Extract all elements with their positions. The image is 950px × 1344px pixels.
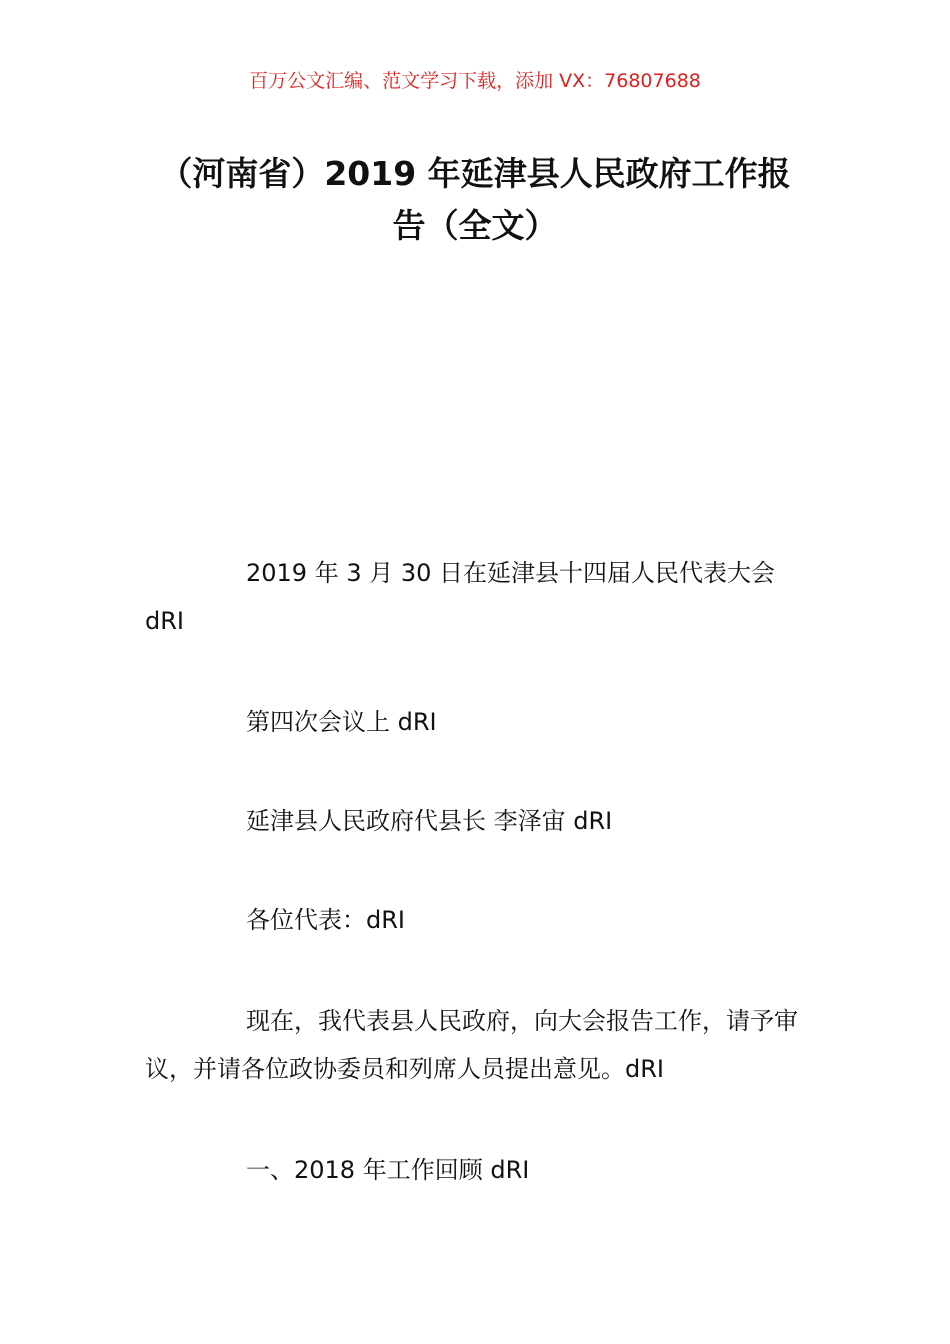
header-promo-text: 百万公文汇编、范文学习下载，添加 VX：76807688 (249, 70, 701, 92)
header-promo-note (0, 68, 950, 94)
document-title (145, 148, 805, 252)
paragraph-opening: 现在，我代表县人民政府，向大会报告工作，请予审议，并请各位政协委员和列席人员提出意见。dRI (145, 1007, 798, 1083)
title-line-2: 告（全文） (392, 206, 558, 245)
title-line-1: （河南省）2019 年延津县人民政府工作报 (159, 154, 791, 193)
paragraph-meeting-date: 2019 年 3 月 30 日在延津县十四届人民代表大会 dRI (145, 559, 776, 635)
paragraph-salutation: 各位代表：dRI (246, 906, 405, 934)
paragraph-speaker: 延津县人民政府代县长 李泽宙 dRI (246, 807, 613, 835)
section-heading-review: 一、2018 年工作回顾 dRI (246, 1156, 530, 1184)
paragraph-session: 第四次会议上 dRI (246, 708, 437, 736)
